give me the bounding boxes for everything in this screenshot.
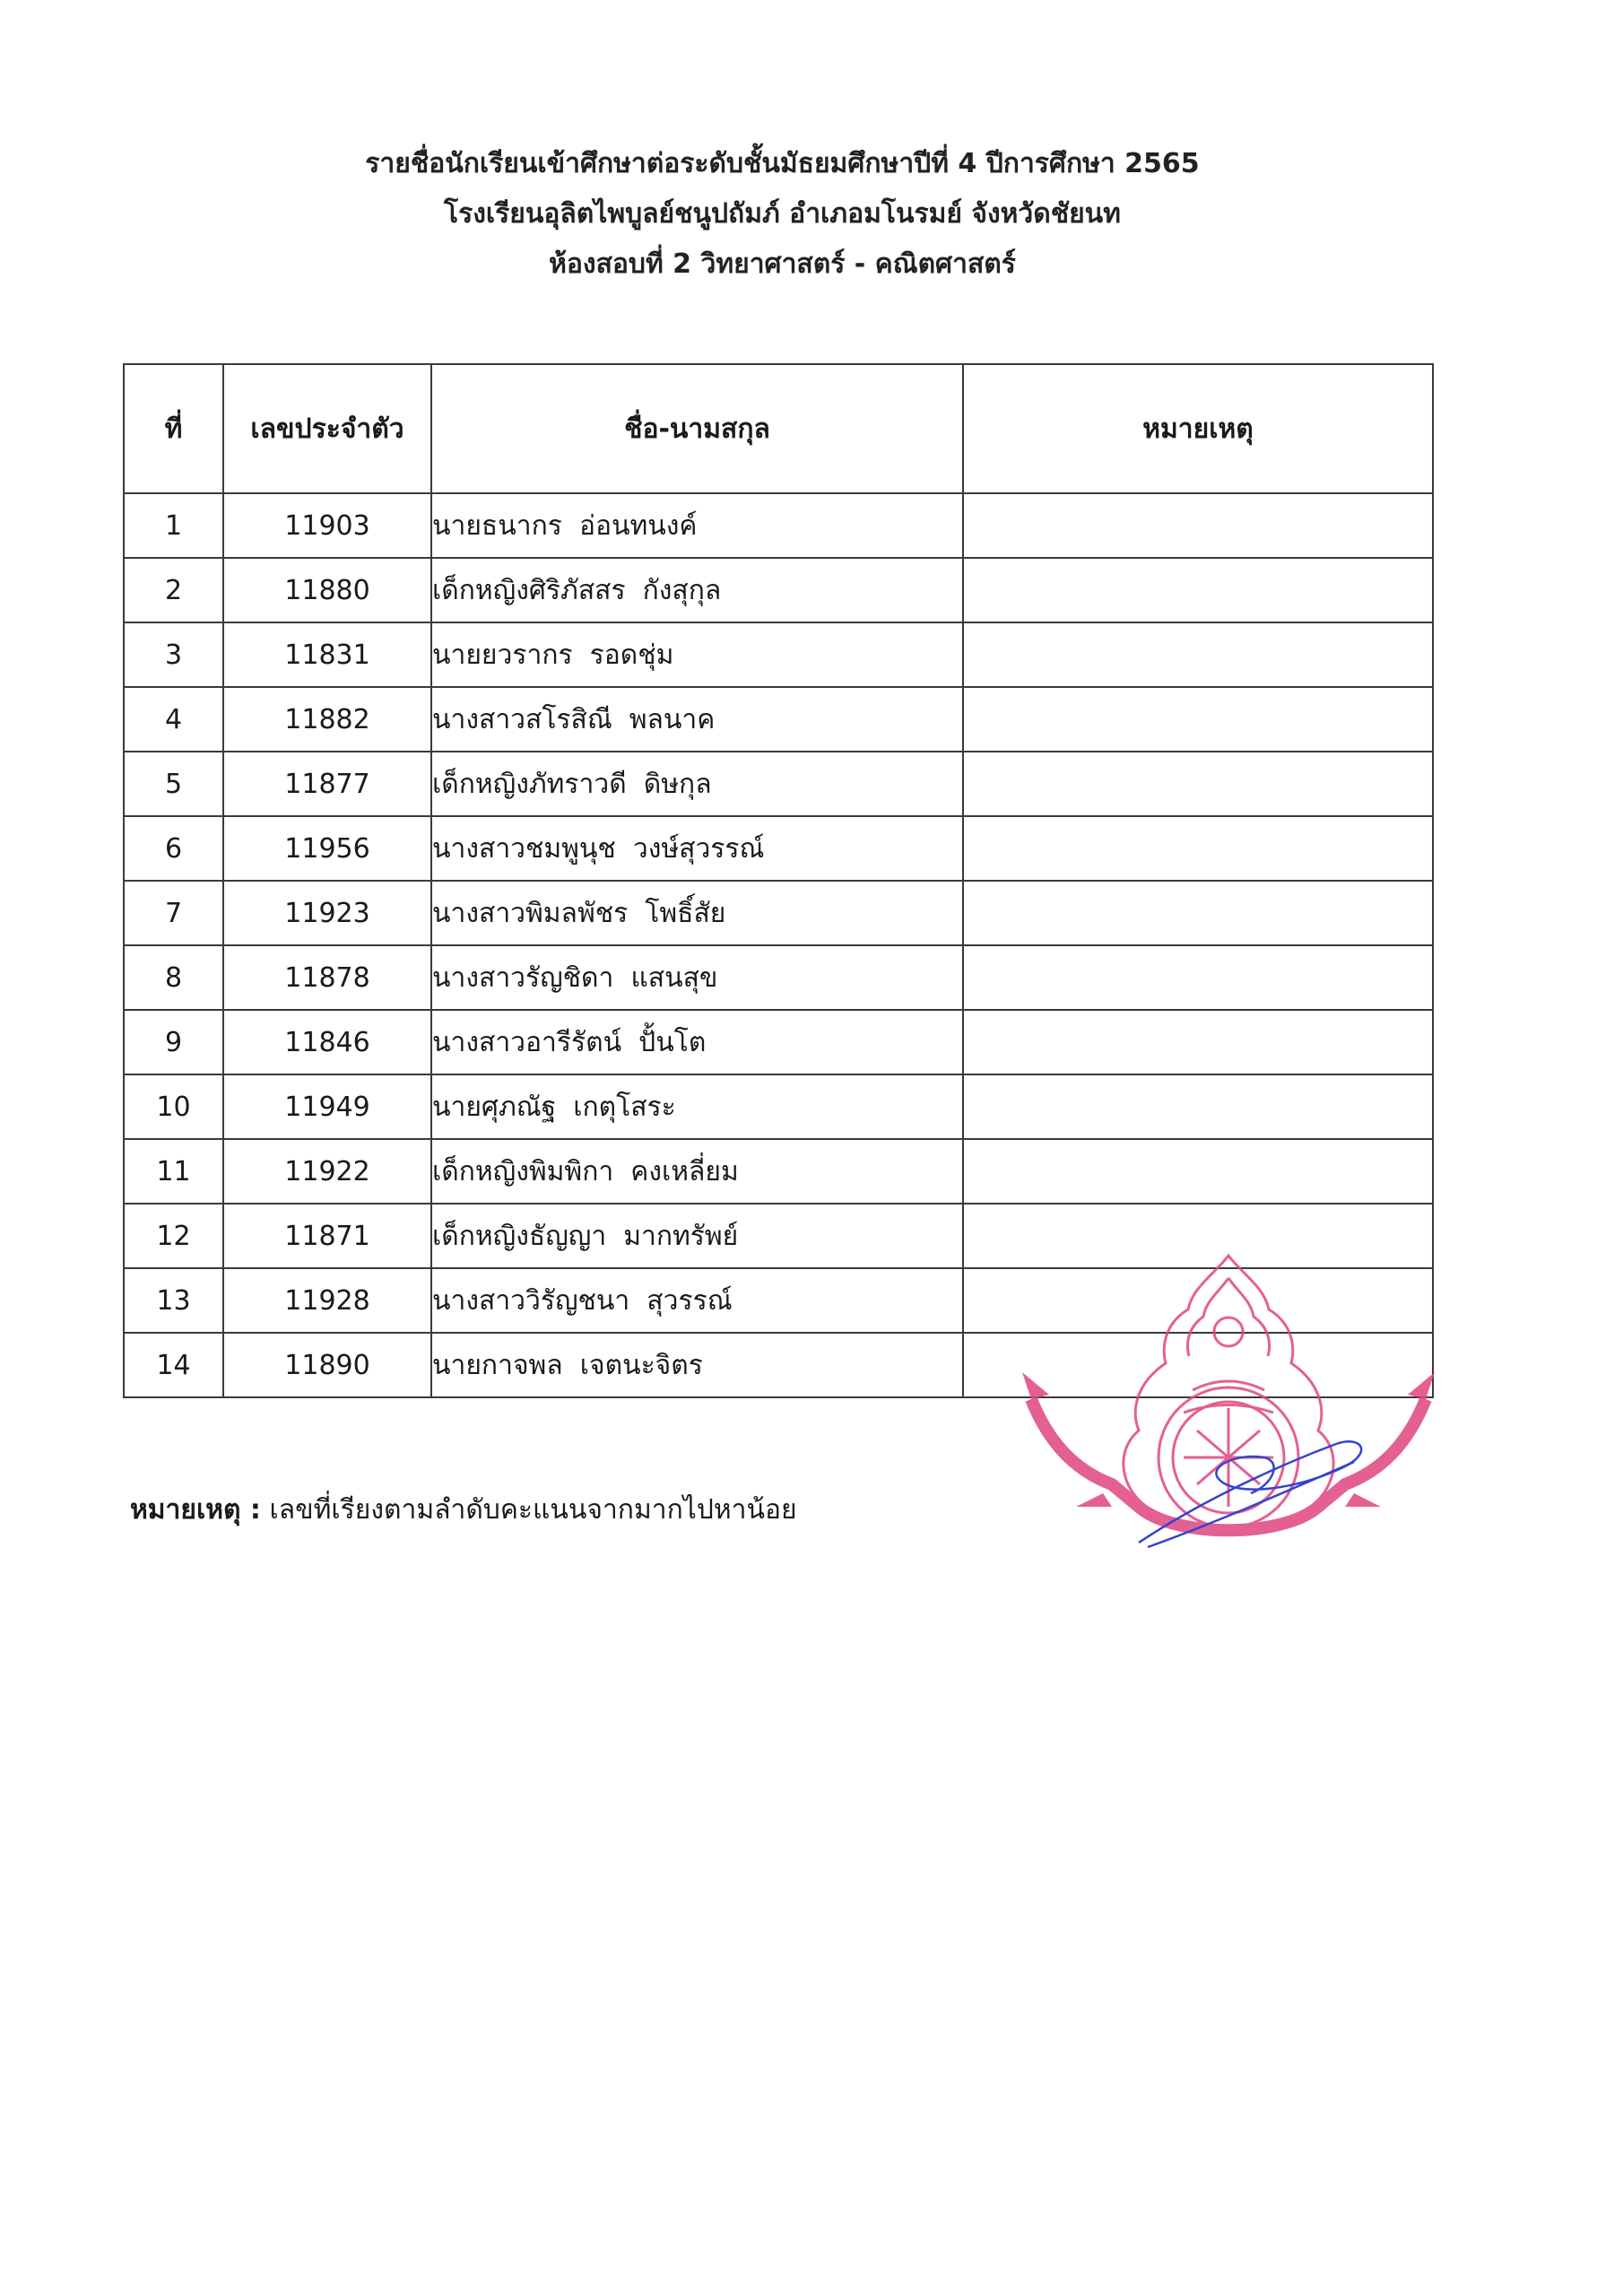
row-no: 9	[124, 1010, 223, 1074]
row-no: 14	[124, 1333, 223, 1397]
row-student-id: 11878	[223, 945, 431, 1010]
document-header	[0, 148, 1565, 301]
column-header-name: ชื่อ-นามสกุล	[431, 364, 963, 493]
footnote-label: หมายเหตุ :	[130, 1494, 261, 1526]
row-no: 1	[124, 493, 223, 558]
school-seal-icon	[1013, 1238, 1444, 1570]
footnote-text: เลขที่เรียงตามลำดับคะแนนจากมากไปหาน้อย	[260, 1494, 797, 1526]
table-row	[124, 558, 1433, 622]
school-name: โรงเรียนอุลิตไพบูลย์ชนูปถัมภ์ อำเภอมโนรมย์ จังหวัดชัยนท	[444, 198, 1121, 230]
row-remark	[963, 1139, 1433, 1204]
table-row	[124, 1074, 1433, 1139]
column-header-no: ที่	[124, 364, 223, 493]
row-no: 8	[124, 945, 223, 1010]
row-no: 13	[124, 1268, 223, 1333]
table-row	[124, 687, 1433, 752]
table-row	[124, 622, 1433, 687]
row-no: 5	[124, 752, 223, 816]
row-student-name: นายยวรากร รอดชุ่ม	[431, 622, 963, 687]
row-no: 3	[124, 622, 223, 687]
table-row	[124, 945, 1433, 1010]
table-row	[124, 881, 1433, 945]
row-student-id: 11949	[223, 1074, 431, 1139]
row-student-id: 11922	[223, 1139, 431, 1204]
row-remark	[963, 1074, 1433, 1139]
row-student-id: 11928	[223, 1268, 431, 1333]
row-no: 4	[124, 687, 223, 752]
row-student-id: 11880	[223, 558, 431, 622]
row-student-id: 11871	[223, 1204, 431, 1268]
row-student-name: นายศุภณัฐ เกตุโสระ	[431, 1074, 963, 1139]
row-remark	[963, 881, 1433, 945]
row-student-name: นางสาวรัญชิดา แสนสุข	[431, 945, 963, 1010]
row-student-name: เด็กหญิงศิริภัสสร กังสุกุล	[431, 558, 963, 622]
row-student-name: นางสาวสโรสิณี พลนาค	[431, 687, 963, 752]
row-student-id: 11903	[223, 493, 431, 558]
column-header-remark: หมายเหตุ	[963, 364, 1433, 493]
row-student-id: 11890	[223, 1333, 431, 1397]
row-remark	[963, 816, 1433, 881]
exam-room: ห้องสอบที่ 2 วิทยาศาสตร์ - คณิตศาสตร์	[549, 248, 1016, 280]
row-remark	[963, 558, 1433, 622]
table-row	[124, 493, 1433, 558]
table-row	[124, 816, 1433, 881]
row-remark	[963, 752, 1433, 816]
row-student-id: 11846	[223, 1010, 431, 1074]
row-student-name: นางสาวพิมลพัชร โพธิ์สัย	[431, 881, 963, 945]
row-remark	[963, 493, 1433, 558]
row-student-name: เด็กหญิงธัญญา มากทรัพย์	[431, 1204, 963, 1268]
row-student-name: นายกาจพล เจตนะจิตร	[431, 1333, 963, 1397]
row-student-name: เด็กหญิงภัทราวดี ดิษกุล	[431, 752, 963, 816]
row-student-id: 11882	[223, 687, 431, 752]
table-row	[124, 1010, 1433, 1074]
row-student-id: 11877	[223, 752, 431, 816]
row-no: 2	[124, 558, 223, 622]
table-row	[124, 1139, 1433, 1204]
row-no: 6	[124, 816, 223, 881]
row-no: 12	[124, 1204, 223, 1268]
row-student-name: เด็กหญิงพิมพิกา คงเหลี่ยม	[431, 1139, 963, 1204]
row-student-name: นางสาววิรัญชนา สุวรรณ์	[431, 1268, 963, 1333]
row-remark	[963, 622, 1433, 687]
row-student-id: 11923	[223, 881, 431, 945]
row-student-name: นางสาวอารีรัตน์ ปั้นโต	[431, 1010, 963, 1074]
row-remark	[963, 945, 1433, 1010]
row-remark	[963, 1010, 1433, 1074]
column-header-id: เลขประจำตัว	[223, 364, 431, 493]
row-no: 10	[124, 1074, 223, 1139]
footnote	[130, 1489, 797, 1531]
table-header-row	[124, 364, 1433, 493]
row-student-name: นายธนากร อ่อนทนงค์	[431, 493, 963, 558]
row-student-id: 11831	[223, 622, 431, 687]
row-no: 7	[124, 881, 223, 945]
table-row	[124, 752, 1433, 816]
document-title: รายชื่อนักเรียนเข้าศึกษาต่อระดับชั้นมัธยมศึกษาปีที่ 4 ปีการศึกษา 2565	[365, 148, 1200, 179]
row-remark	[963, 687, 1433, 752]
row-student-id: 11956	[223, 816, 431, 881]
row-student-name: นางสาวชมพูนุช วงษ์สุวรรณ์	[431, 816, 963, 881]
row-no: 11	[124, 1139, 223, 1204]
